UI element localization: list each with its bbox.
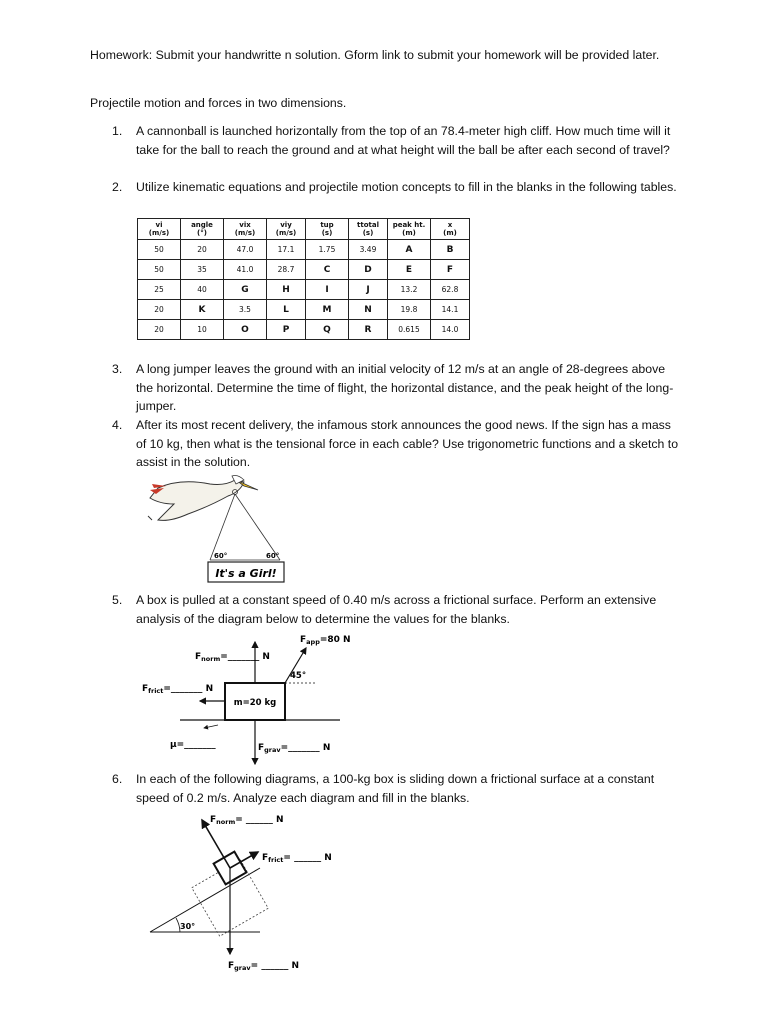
table-cell: Q	[306, 320, 349, 340]
table-cell: G	[224, 280, 267, 300]
table-cell: H	[267, 280, 306, 300]
question-number: 1.	[112, 124, 123, 138]
left-angle-label: 60°	[214, 552, 228, 560]
table-cell: B	[431, 240, 470, 260]
table-header-row	[138, 219, 470, 240]
question-text: A cannonball is launched horizontally from the top of an 78.4-meter high cliff. How much time will it take for the ball to reach the ground and at what height will the ball be after each second of travel?	[136, 124, 671, 157]
stork-icon	[148, 476, 258, 521]
table-cell: 40	[181, 280, 224, 300]
table-cell: I	[306, 280, 349, 300]
question-number: 2.	[112, 180, 123, 194]
question-text: A long jumper leaves the ground with an initial velocity of 12 m/s at an angle of 28-degrees above the horizontal. Determine the time of flight, the horizontal distance, and the peak height of the long-jumper.	[136, 362, 674, 413]
table-cell: 10	[181, 320, 224, 340]
table-cell: 28.7	[267, 260, 306, 280]
table-cell: M	[306, 300, 349, 320]
table-cell: 20	[181, 240, 224, 260]
table-cell: F	[431, 260, 470, 280]
table-cell: E	[388, 260, 431, 280]
mass-label: m=20 kg	[233, 698, 277, 708]
table-cell: 50	[138, 240, 181, 260]
table-cell: 20	[138, 300, 181, 320]
question-text: Utilize kinematic equations and projectile motion concepts to fill in the blanks in the following tables.	[136, 180, 677, 194]
table-cell: D	[349, 260, 388, 280]
table-cell: 19.8	[388, 300, 431, 320]
stork-figure	[140, 470, 300, 588]
column-header: vi (m/s)	[138, 219, 181, 240]
sign-text: It's a Girl!	[215, 567, 277, 580]
applied-angle-label: 45°	[290, 671, 307, 681]
question-number: 6.	[112, 772, 123, 786]
column-header: tup (s)	[306, 219, 349, 240]
normal-force-label: $F_{norm}=$ ______ N	[210, 815, 284, 826]
column-header: vix (m/s)	[224, 219, 267, 240]
incline-free-body-diagram	[140, 808, 360, 978]
table-cell: 50	[138, 260, 181, 280]
table-cell: 3.49	[349, 240, 388, 260]
table-cell: R	[349, 320, 388, 340]
box-free-body-diagram	[140, 628, 380, 768]
table-row	[138, 300, 470, 320]
table-cell: 14.0	[431, 320, 470, 340]
normal-force-arrow	[202, 820, 230, 868]
left-cable	[210, 494, 235, 560]
table-cell: J	[349, 280, 388, 300]
table-cell: N	[349, 300, 388, 320]
table-cell: 41.0	[224, 260, 267, 280]
homework-instructions: Homework: Submit your handwritte n solution. Gform link to submit your homework will be provided later.	[90, 48, 660, 62]
table-cell: 14.1	[431, 300, 470, 320]
right-cable	[235, 494, 280, 560]
table-cell: 17.1	[267, 240, 306, 260]
table-cell: P	[267, 320, 306, 340]
applied-force-label: $F_{app}=80$ N	[300, 635, 351, 646]
table-cell: 20	[138, 320, 181, 340]
question-text: In each of the following diagrams, a 100-kg box is sliding down a frictional surface at a constant speed of 0.2 m/s. Analyze each diagram and fill in the blanks.	[136, 772, 655, 805]
column-header: x (m)	[431, 219, 470, 240]
gravity-force-label: $F_{grav}=\_\_\_\_\_\_\_$ N	[258, 743, 331, 754]
table-cell: C	[306, 260, 349, 280]
table-cell: 25	[138, 280, 181, 300]
right-angle-label: 60°	[266, 552, 280, 560]
coefficient-label: μ=_______	[170, 740, 216, 750]
gravity-force-label: $F_{grav}=$ ______ N	[228, 961, 299, 972]
question-number: 3.	[112, 362, 123, 376]
normal-force-label: $F_{norm}=\_\_\_\_\_\_\_$ N	[195, 652, 270, 663]
incline-angle-label: 30°	[180, 922, 196, 931]
table-row	[138, 280, 470, 300]
table-cell: 3.5	[224, 300, 267, 320]
table-cell: A	[388, 240, 431, 260]
projectile-table	[137, 218, 470, 340]
table-row	[138, 260, 470, 280]
column-header: angle (°)	[181, 219, 224, 240]
table-cell: 1.75	[306, 240, 349, 260]
question-number: 4.	[112, 418, 123, 432]
friction-force-label: $F_{frict}=$ ______ N	[262, 853, 332, 864]
column-header: ttotal (s)	[349, 219, 388, 240]
question-text: After its most recent delivery, the infamous stork announces the good news. If the sign has a mass of 10 kg, then what is the tensional force in each cable? Use trigonometric functions and a sketch to assist in the solution.	[136, 418, 679, 469]
table-cell: 13.2	[388, 280, 431, 300]
table-row	[138, 240, 470, 260]
table-cell: 62.8	[431, 280, 470, 300]
section-subtitle: Projectile motion and forces in two dimensions.	[90, 96, 347, 110]
table-cell: 47.0	[224, 240, 267, 260]
table-cell: 35	[181, 260, 224, 280]
table-cell: O	[224, 320, 267, 340]
column-header: viy (m/s)	[267, 219, 306, 240]
table-cell: K	[181, 300, 224, 320]
table-row	[138, 320, 470, 340]
friction-force-label: $F_{frict}=\_\_\_\_\_\_\_$ N	[142, 684, 214, 695]
table-cell: L	[267, 300, 306, 320]
table-cell: 0.615	[388, 320, 431, 340]
question-text: A box is pulled at a constant speed of 0.40 m/s across a frictional surface. Perform an extensive analysis of the diagram below to determine the values for the blanks.	[136, 593, 657, 626]
question-number: 5.	[112, 593, 123, 607]
column-header: peak ht. (m)	[388, 219, 431, 240]
